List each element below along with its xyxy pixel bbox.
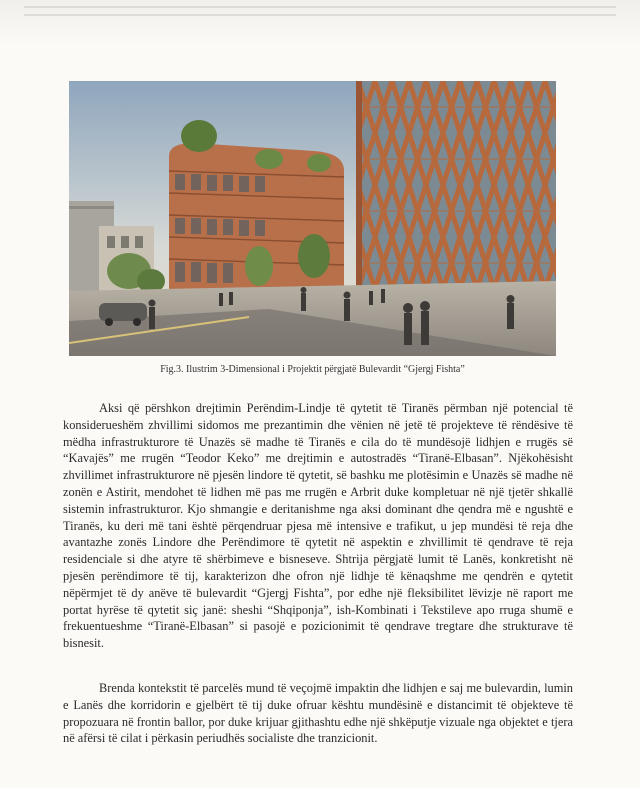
previous-page-bleed bbox=[0, 0, 640, 46]
render-illustration bbox=[69, 81, 556, 356]
figure-caption: Fig.3. Ilustrim 3-Dimensional i Projektit përgjatë Bulevardit “Gjergj Fishta” bbox=[160, 364, 465, 375]
project-render-image bbox=[69, 81, 556, 356]
paragraph-text: Aksi që përshkon drejtimin Perëndim-Lindje të qytetit të Tiranës përmban një potencial të konsiderueshëm zhvillimi sidomos me prezantimin dhe vënien në jetë të projekteve të rëndësive të mëdha infrastrukturore të Unazës së madhe të Tiranës e cila do të mundësojë lidhjen e rrugës së “Kavajës” me rrugën “Teodor Keko” me drejtimin e autostradës “Tiranë-Elbasan”. Njëkohësisht zhvillimet infrastrukturore në pjesën lindore të qytetit, së bashku me plotësimin e Unazës së madhe në zonën e Astirit, mendohet të lidhen më pas me rrugën e Arbrit duke kompletuar në një tjetër shkallë sistemin infrastrukturor. Kjo shmangie e deritanishme nga aksi dominant dhe qendra më e ngushtë e Tiranës, ku deri më tani është përqendruar pjesa më intensive e trafikut, u jep mundësi të reja dhe avantazhe zonës Lindore dhe Perëndimore të qytetit në aspektin e zhvillimit të qendrave të reja residenciale si dhe atyre të shërbimeve e bisneseve. Shtrija përgjatë lumit të Lanës, konkretisht në pjesën perëndimore të tij, karakterizon dhe ofron një lidhje të kënaqshme me qendrën e qytetit nëpërmjet të dy anëve të bulevardit “Gjergj Fishta”, por edhe një fleksibilitet lëvizje në raport me portat hyrëse të qytetit siç janë: sheshi “Shqiponja”, ish-Kombinati i Tekstileve apo rruga shumë e frekuentueshme “Tiranë-Elbasan” si pasojë e pozicionimit të qendrave tregtare dhe strukturave të bisnesit. bbox=[63, 401, 573, 651]
body-paragraph-2 bbox=[63, 680, 573, 747]
paragraph-text: Brenda kontekstit të parcelës mund të veçojmë impaktin dhe lidhjen e saj me bulevardin, lumin e Lanës dhe korridorin e gjelbërt të tij duke ofruar kështu mundësinë e distancimit të objekteve të propozuara në frontin ballor, por duke krijuar gjithashtu edhe një shkëputje vizuale nga objektet e tjera në afërsi të cilat i përkasin periudhës socialiste dhe tranzicionit. bbox=[63, 681, 573, 746]
body-paragraph-1 bbox=[63, 400, 573, 652]
